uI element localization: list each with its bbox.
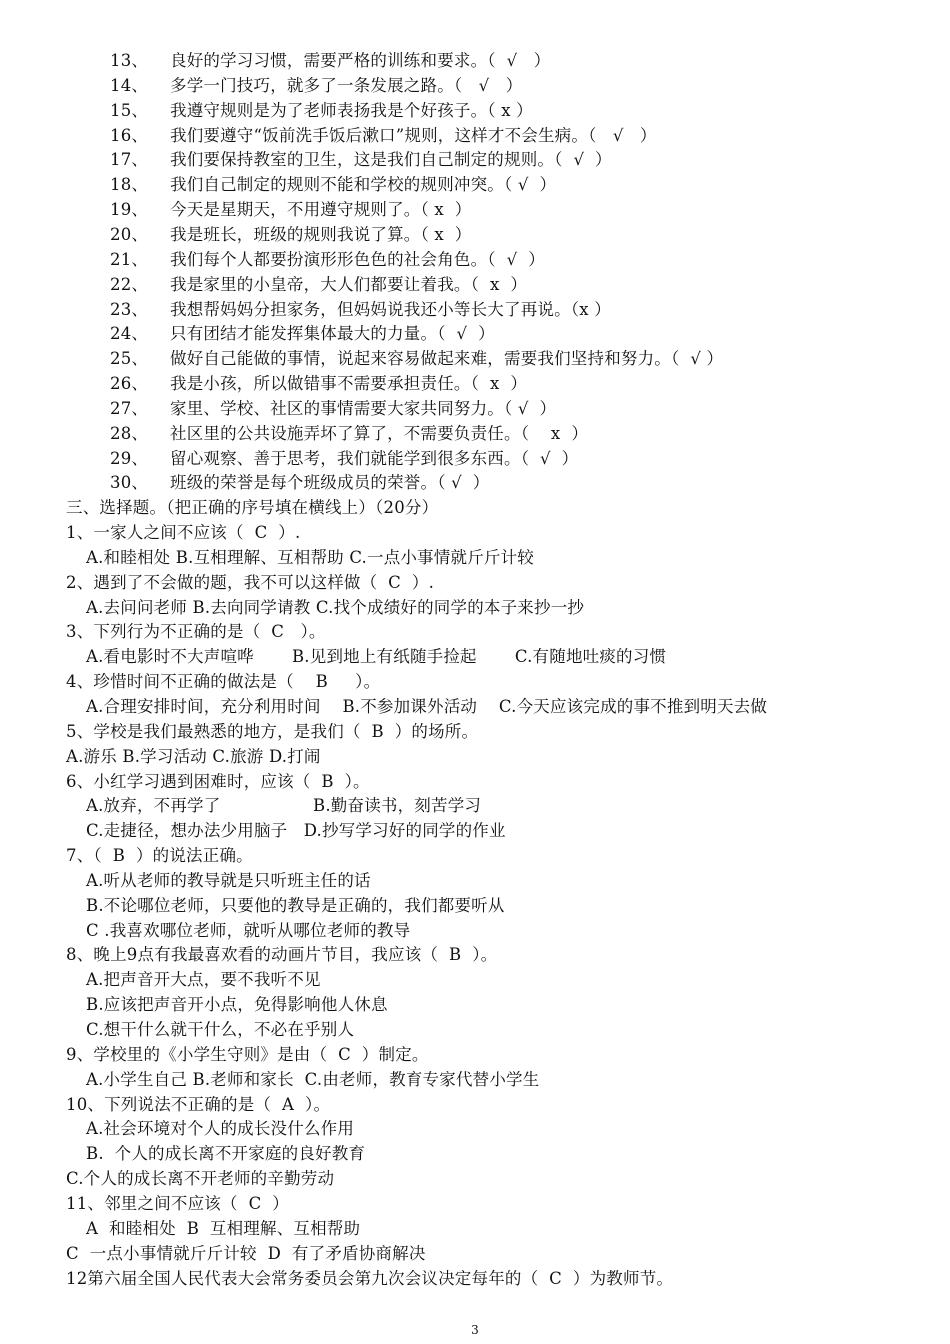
section-heading: 三、选择题。（把正确的序号填在横线上）（20分） (66, 498, 439, 517)
question-line: 8、晚上9点有我最喜欢看的动画片节目，我应该（ B ）。 (66, 945, 498, 965)
answer-options: A.看电影时不大声喧哗 B.见到地上有纸随手捡起 C.有随地吐痰的习惯 (86, 647, 667, 667)
item-statement: 班级的荣誉是每个班级成员的荣誉。（ √ ） (170, 473, 490, 493)
question-line: 10、下列说法不正确的是（ A ）。 (66, 1094, 331, 1114)
item-statement: 我遵守规则是为了老师表扬我是个好孩子。（ x ） (170, 100, 533, 120)
item-statement: 只有团结才能发挥集体最大的力量。（ √ ） (170, 324, 495, 344)
item-statement: 我是家里的小皇帝，大人们都要让着我。（ x ） (170, 274, 528, 294)
item-number: 18、 (110, 175, 149, 195)
item-number: 17、 (110, 150, 149, 170)
item-number: 15、 (110, 100, 149, 120)
answer-options: B.应该把声音开小点，免得影响他人休息 (86, 995, 388, 1015)
item-number: 23、 (110, 299, 149, 319)
item-statement: 我是小孩，所以做错事不需要承担责任。（ x ） (170, 374, 528, 394)
item-statement: 我们每个人都要扮演形形色色的社会角色。（ √ ） (170, 249, 545, 269)
answer-options: A.合理安排时间，充分利用时间 B.不参加课外活动 C.今天应该完成的事不推到明天去做 (86, 696, 768, 716)
answer-options: C.想干什么就干什么，不必在乎别人 (86, 1020, 355, 1039)
item-statement: 社区里的公共设施弄坏了算了，不需要负责任。（ x ） (170, 423, 589, 443)
item-statement: 我们要保持教室的卫生，这是我们自己制定的规则。（ √ ） (170, 150, 612, 170)
item-number: 28、 (110, 423, 149, 443)
question-line: 7、（ B ）的说法正确。 (66, 846, 253, 866)
question-line: 6、小红学习遇到困难时，应该（ B ）。 (66, 771, 370, 791)
question-line: C.个人的成长离不开老师的辛勤劳动 (66, 1169, 335, 1189)
item-number: 30、 (110, 473, 149, 493)
answer-options: A.去问问老师 B.去向同学请教 C.找个成绩好的同学的本子来抄一抄 (86, 597, 585, 617)
item-number: 20、 (110, 224, 149, 244)
answer-options: A.把声音开大点，要不我听不见 (86, 970, 321, 990)
item-statement: 今天是星期天，不用遵守规则了。（ x ） (170, 200, 472, 220)
item-number: 29、 (110, 448, 149, 468)
item-statement: 留心观察、善于思考，我们就能学到很多东西。（ √ ） (170, 448, 579, 468)
item-number: 19、 (110, 200, 149, 220)
question-line: A.游乐 B.学习活动 C.旅游 D.打闹 (66, 746, 321, 766)
question-line: 12第六届全国人民代表大会常务委员会第九次会议决定每年的（ C ）为教师节。 (66, 1268, 674, 1288)
item-statement: 我们自己制定的规则不能和学校的规则冲突。（ √ ） (170, 175, 557, 195)
item-statement: 我们要遵守“饭前洗手饭后漱口”规则，这样才不会生病。（ √ ） (170, 125, 657, 145)
answer-options: A 和睦相处 B 互相理解、互相帮助 (86, 1218, 361, 1238)
answer-options: B.不论哪位老师，只要他的教导是正确的，我们都要听从 (86, 895, 505, 915)
answer-options: A.和睦相处 B.互相理解、互相帮助 C.一点小事情就斤斤计较 (86, 547, 535, 567)
question-line: 4、珍惜时间不正确的做法是（ B ）。 (66, 672, 381, 692)
answer-options: B. 个人的成长离不开家庭的良好教育 (86, 1144, 366, 1164)
item-number: 26、 (110, 374, 149, 394)
item-number: 22、 (110, 274, 149, 294)
item-statement: 做好自己能做的事情，说起来容易做起来难，需要我们坚持和努力。（ √ ） (170, 349, 724, 369)
question-line: 5、学校是我们最熟悉的地方，是我们（ B ）的场所。 (66, 721, 479, 741)
answer-options: A.小学生自己 B.老师和家长 C.由老师，教育专家代替小学生 (86, 1069, 540, 1089)
item-number: 25、 (110, 349, 149, 369)
page-number: 3 (471, 1323, 479, 1337)
answer-options: A.放弃，不再学了 B.勤奋读书，刻苦学习 (86, 796, 482, 816)
item-number: 27、 (110, 398, 149, 418)
question-line: 2、遇到了不会做的题，我不可以这样做（ C ）. (66, 572, 435, 592)
question-line: C 一点小事情就斤斤计较 D 有了矛盾协商解决 (66, 1243, 426, 1263)
question-line: 3、下列行为不正确的是（ C ）。 (66, 622, 326, 642)
item-statement: 我想帮妈妈分担家务，但妈妈说我还小等长大了再说。（x ） (170, 299, 611, 319)
answer-options: C .我喜欢哪位老师，就听从哪位老师的教导 (86, 920, 411, 940)
question-line: 9、学校里的《小学生守则》是由（ C ）制定。 (66, 1044, 429, 1064)
item-statement: 多学一门技巧，就多了一条发展之路。（ √ ） (170, 75, 523, 95)
item-number: 14、 (110, 75, 149, 95)
item-statement: 家里、学校、社区的事情需要大家共同努力。（ √ ） (170, 398, 557, 418)
answer-options: C.走捷径，想办法少用脑子 D.抄写学习好的同学的作业 (86, 821, 506, 841)
item-number: 24、 (110, 324, 149, 344)
item-number: 21、 (110, 249, 149, 269)
item-statement: 良好的学习习惯，需要严格的训练和要求。（ √ ） (170, 51, 551, 70)
question-line: 1、一家人之间不应该（ C ）. (66, 523, 301, 542)
item-number: 13、 (110, 51, 149, 70)
item-number: 16、 (110, 125, 149, 145)
answer-options: A.社会环境对个人的成长没什么作用 (86, 1119, 355, 1139)
answer-options: A.听从老师的教导就是只听班主任的话 (86, 870, 371, 890)
item-statement: 我是班长，班级的规则我说了算。（ x ） (170, 224, 472, 244)
question-line: 11、邻里之间不应该（ C ） (66, 1193, 289, 1213)
